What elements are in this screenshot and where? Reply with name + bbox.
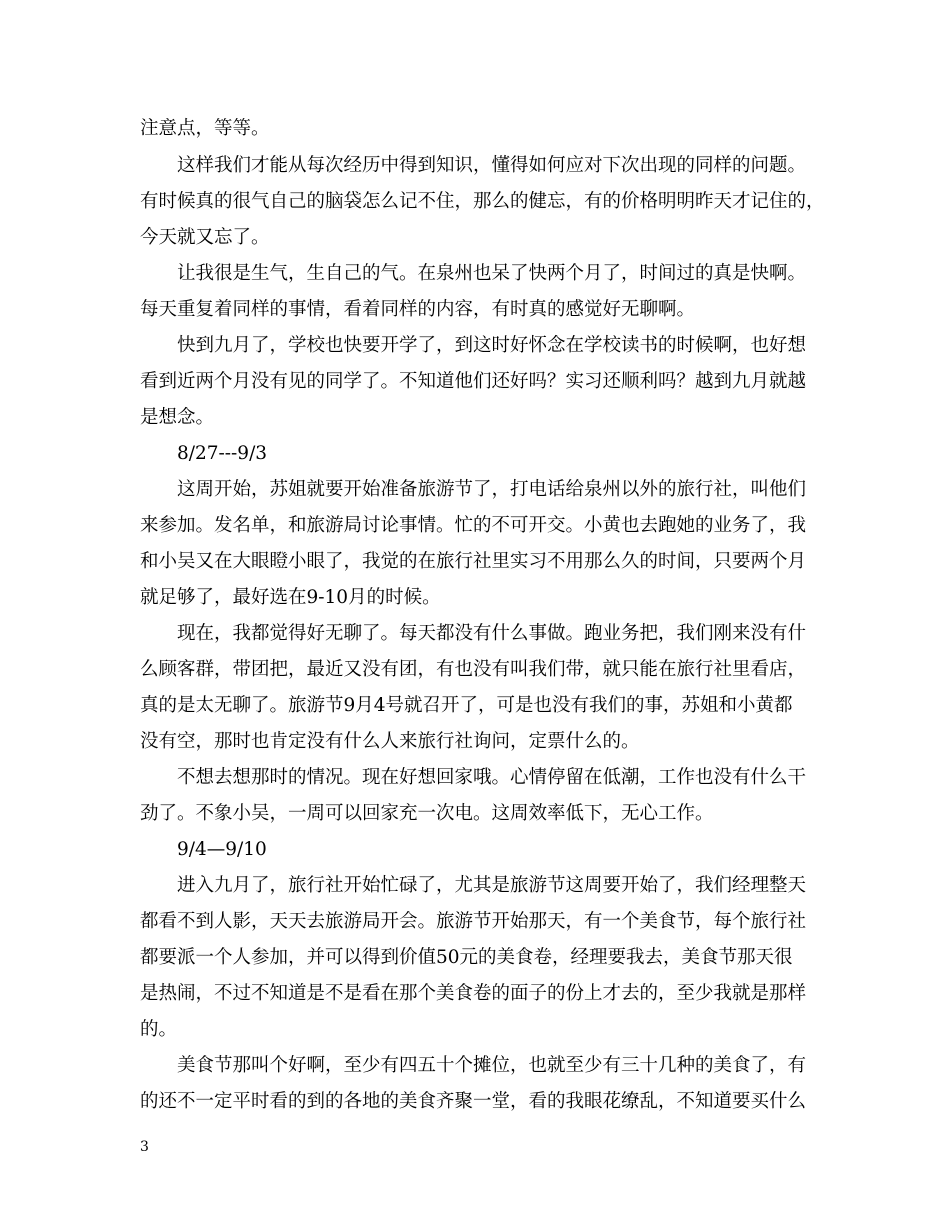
text-line: 没有空，那时也肯定没有什么人来旅行社询问，定票什么的。 [140,731,640,752]
text-line: 是想念。 [140,407,215,428]
text-line: 每天重复着同样的事情，看着同样的内容，有时真的感觉好无聊啊。 [140,299,696,320]
text-line: 看到近两个月没有见的同学了。不知道他们还好吗？实习还顺利吗？越到九月就越 [140,371,807,392]
text-line: 让我很是生气，生自己的气。在泉州也呆了快两个月了，时间过的真是快啊。 [177,263,807,284]
text-line: 有时候真的很气自己的脑袋怎么记不住，那么的健忘，有的价格明明昨天才记住的， [140,191,825,212]
text-line: 今天就又忘了。 [140,227,270,248]
text-line: 劲了。不象小吴，一周可以回家充一次电。这周效率低下，无心工作。 [140,803,714,824]
text-line: 现在，我都觉得好无聊了。每天都没有什么事做。跑业务把，我们刚来没有什 [177,623,807,644]
text-line: 么顾客群，带团把，最近又没有团，有也没有叫我们带，就只能在旅行社里看店， [140,659,807,680]
text-line: 美食节那叫个好啊，至少有四五十个摊位，也就至少有三十几种的美食了，有 [177,1055,807,1076]
text-line: 的还不一定平时看的到的各地的美食齐聚一堂，看的我眼花缭乱，不知道要买什么 [140,1091,807,1112]
text-line: 进入九月了，旅行社开始忙碌了，尤其是旅游节这周要开始了，我们经理整天 [177,875,807,896]
text-line: 注意点，等等。 [140,118,270,139]
text-line: 这样我们才能从每次经历中得到知识，懂得如何应对下次出现的同样的问题。 [177,155,807,176]
text-line: 不想去想那时的情况。现在好想回家哦。心情停留在低潮，工作也没有什么干 [177,767,807,788]
text-line: 这周开始，苏姐就要开始准备旅游节了，打电话给泉州以外的旅行社，叫他们 [177,479,807,500]
text-line: 来参加。发名单，和旅游局讨论事情。忙的不可开交。小黄也去跑她的业务了，我 [140,515,807,536]
text-line: 是热闹，不过不知道是不是看在那个美食卷的面子的份上才去的，至少我就是那样 [140,983,807,1004]
page-number: 3 [140,1139,149,1155]
text-line: 就足够了，最好选在9-10月的时候。 [140,587,441,608]
date-heading: 9/4—9/10 [177,839,267,860]
text-line: 都要派一个人参加，并可以得到价值50元的美食卷，经理要我去，美食节那天很 [140,947,793,968]
text-line: 和小吴又在大眼瞪小眼了，我觉的在旅行社里实习不用那么久的时间，只要两个月 [140,551,807,572]
text-line: 都看不到人影，天天去旅游局开会。旅游节开始那天，有一个美食节，每个旅行社 [140,911,807,932]
text-line: 的。 [140,1019,178,1040]
date-heading: 8/27---9/3 [177,443,268,464]
text-line: 快到九月了，学校也快要开学了，到这时好怀念在学校读书的时候啊，也好想 [177,335,807,356]
text-line: 真的是太无聊了。旅游节9月4号就召开了，可是也没有我们的事，苏姐和小黄都 [140,695,793,716]
